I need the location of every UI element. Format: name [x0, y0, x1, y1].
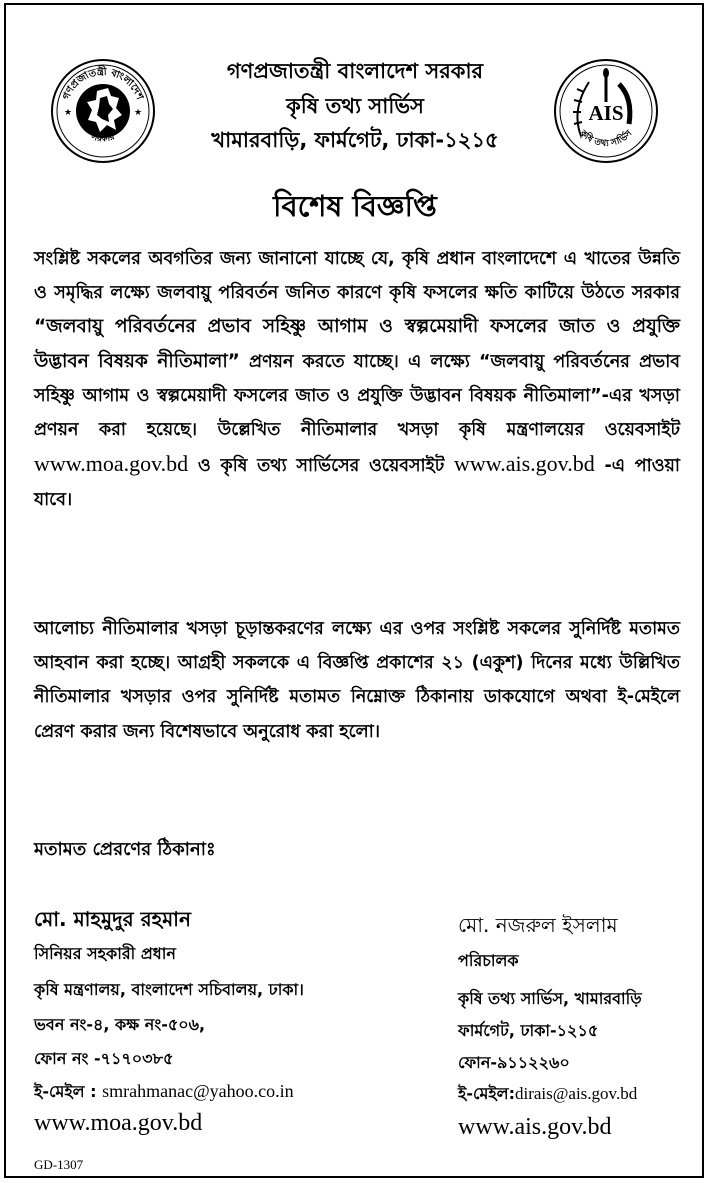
policy-name-emphasis: “জলবায়ু পরিবর্তনের প্রভাব সহিষ্ণু আগাম ও স্বল্পমেয়াদী ফসলের জাত ও প্রযুক্তি উদ্ভাবন বিষয়ক নীতিমালা” [34, 316, 680, 372]
contact-left-office: কৃষি মন্ত্রণালয়, বাংলাদেশ সচিবালয়, ঢাকা। [34, 980, 304, 999]
contact-right-office: কৃষি তথ্য সার্ভিস, খামারবাড়ি [458, 989, 642, 1008]
svg-text:কৃষি তথ্য সার্ভিস [576, 128, 635, 149]
contact-left-room: ভবন নং-৪, কক্ষ নং-৫০৬, [34, 1015, 206, 1034]
contact-right-designation: পরিচালক [458, 951, 519, 970]
government-seal-logo [50, 58, 156, 164]
contact-right-name: মো. নজরুল ইসলাম [458, 913, 618, 937]
left-seal-bottom-text: সরকার [89, 132, 117, 145]
address-heading: মতামত প্রেরণের ঠিকানাঃ [34, 839, 216, 860]
contact-left-email-link[interactable]: smrahmanac@yahoo.co.in [102, 1081, 294, 1101]
header-address: খামারবাড়ি, ফার্মগেট, ঢাকা-১২১৫ [211, 128, 499, 152]
header-organization-name: কৃষি তথ্য সার্ভিস [286, 94, 424, 118]
contact-left-phone: ফোন নং -৭১৭০৩৮৫ [34, 1049, 174, 1068]
contact-right-email-link[interactable]: dirais@ais.gov.bd [514, 1084, 638, 1103]
contact-left-designation: সিনিয়র সহকারী প্রধান [34, 944, 176, 963]
contact-left-email-row [34, 1079, 294, 1106]
moa-website-link[interactable]: www.moa.gov.bd [34, 451, 189, 477]
footer-code: GD-1307 [34, 1157, 84, 1172]
left-seal-top-text: গণপ্রজাতন্ত্রী বাংলাদেশ [61, 66, 145, 102]
paragraph-1-text-d: -এ পাওয়া যাবে। [34, 456, 680, 511]
ais-website-link[interactable]: www.ais.gov.bd [454, 451, 595, 477]
right-seal-text: কৃষি তথ্য সার্ভিস [577, 128, 635, 149]
svg-text:★: ★ [134, 108, 143, 118]
contact-right-email-row [458, 1081, 637, 1108]
right-seal-acronym: AIS [588, 101, 624, 125]
notice-paragraph-2: আলোচ্য নীতিমালার খসড়া চূড়ান্তকরণের লক্ষ্যে এর ওপর সংশ্লিষ্ট সকলের সুনির্দিষ্ট মতামত আহবান করা হচ্ছে। আগ্রহী সকলকে এ বিজ্ঞপ্তি প্রকাশের ২১ (একুশ) দিনের মধ্যে উল্লিখিত নীতিমালার খসড়ার ওপর সুনির্দিষ্ট মতামত নিম্নোক্ত ঠিকানায় ডাকযোগে অথবা ই-মেইলে প্রেরণ করার জন্য বিশেষভাবে অনুরোধ করা হলো। [34, 619, 680, 742]
contact-left-email-label: ই-মেইল : [34, 1082, 103, 1101]
paragraph-1-text-b: প্রণয়ন করতে যাচ্ছে। এ লক্ষ্যে “জলবায়ু পরিবর্তনের প্রভাব সহিষ্ণু আগাম ও স্বল্পমেয়াদী ফসলের জাত ও প্রযুক্তি উদ্ভাবন বিষয়ক নীতিমালা”-এর খসড়া প্রণয়ন করা হয়েছে। উল্লেখিত নীতিমালার খসড়া কৃষি মন্ত্রণালয়ের ওয়েবসাইট [34, 351, 681, 441]
notice-paragraph-1 [34, 242, 680, 518]
notice-title: বিশেষ বিজ্ঞপ্তি [273, 189, 437, 223]
paragraph-1-text-c: ও কৃষি তথ্য সার্ভিসের ওয়েবসাইট [188, 456, 454, 477]
paragraph-1-text-a: সংশ্লিষ্ট সকলের অবগতির জন্য জানানো যাচ্ছে যে, কৃষি প্রধান বাংলাদেশে এ খাতের উন্নতি ও সমৃদ্ধির লক্ষ্যে জলবায়ু পরিবর্তন জনিত কারণে কৃষি ফসলের ক্ষতি কাটিয়ে উঠতে সরকার [34, 249, 680, 304]
ais-seal-logo [553, 58, 659, 164]
contact-left-name: মো. মাহমুদুর রহমান [34, 907, 191, 931]
contact-right-email-label: ই-মেইল: [458, 1084, 515, 1103]
svg-text:★: ★ [64, 108, 73, 118]
contact-right-website-link[interactable]: www.ais.gov.bd [458, 1114, 612, 1140]
header-government-name: গণপ্রজাতন্ত্রী বাংলাদেশ সরকার [226, 59, 484, 83]
contact-right-phone: ফোন-৯১১২২৬০ [458, 1053, 570, 1072]
contact-right-area: ফার্মগেট, ঢাকা-১২১৫ [458, 1021, 599, 1040]
contact-left-website-link[interactable]: www.moa.gov.bd [34, 1110, 203, 1136]
